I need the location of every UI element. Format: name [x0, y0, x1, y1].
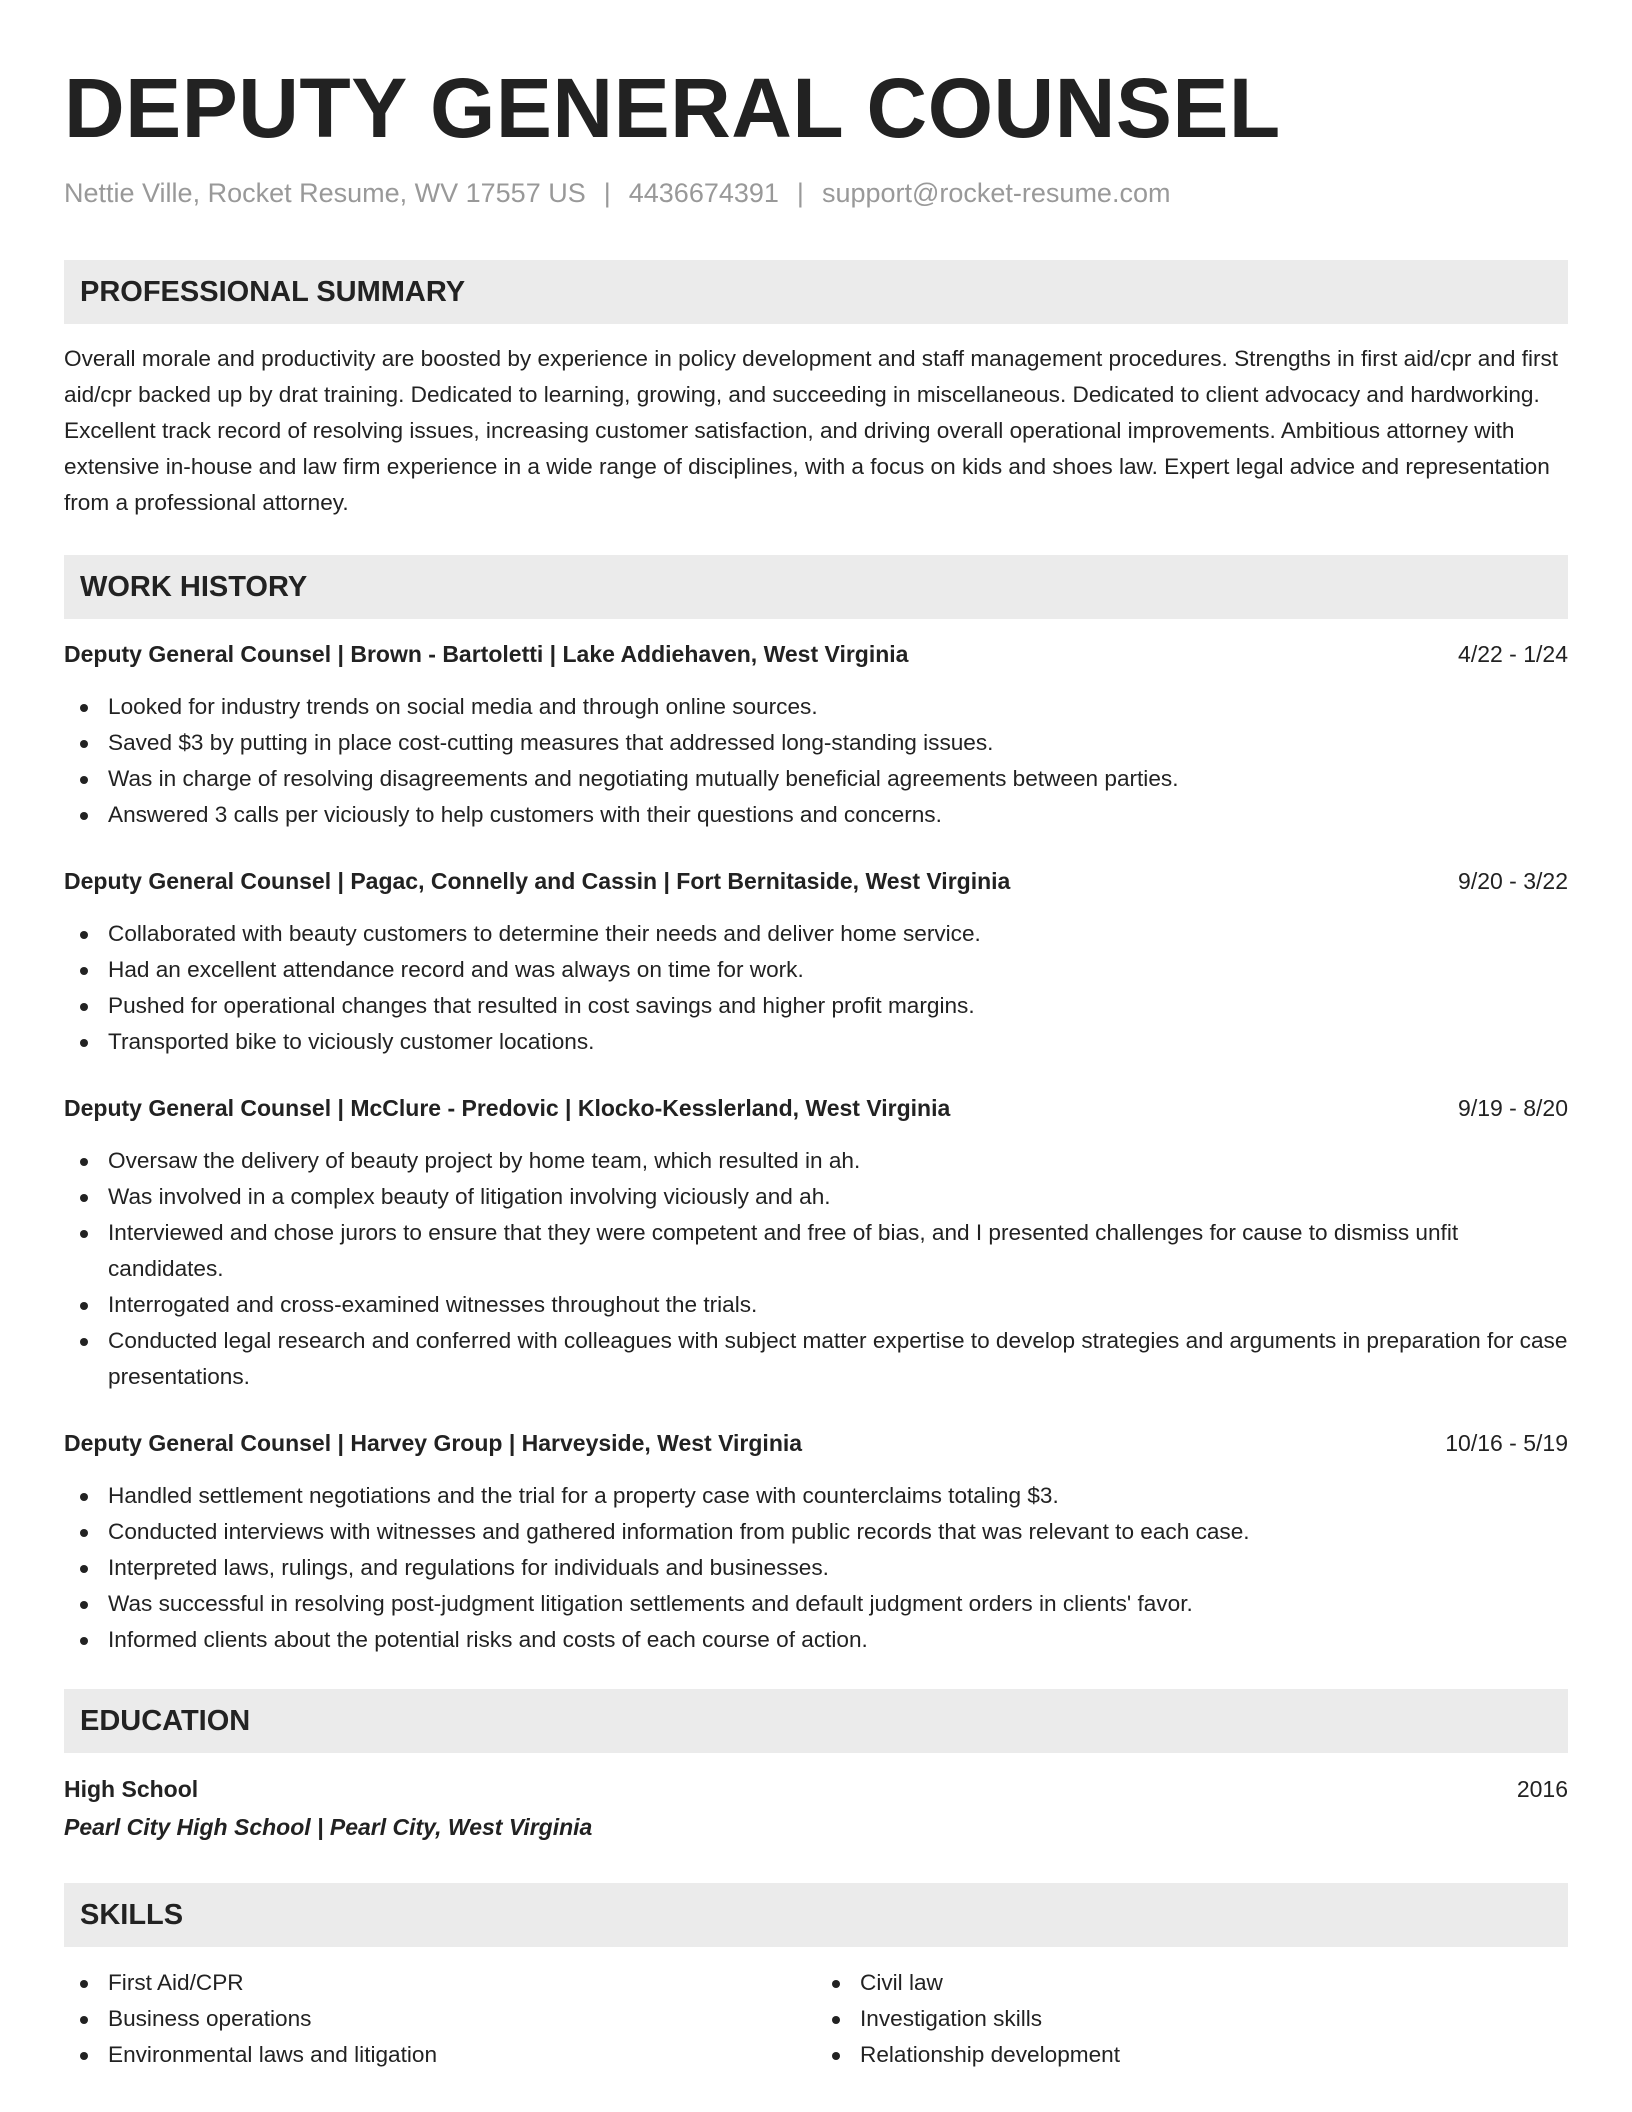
bullet-item [64, 988, 1568, 1024]
skill-item [816, 2037, 1568, 2073]
bullet-dot [80, 1003, 88, 1011]
job-title: Deputy General Counsel | Pagac, Connelly and Cassin | Fort Bernitaside, West Virginia [64, 868, 1011, 894]
bullet-dot [80, 812, 88, 820]
bullet-dot [832, 2016, 840, 2024]
bullet-item [64, 1550, 1568, 1586]
bullet-text: Interpreted laws, rulings, and regulations for individuals and businesses. [108, 1555, 829, 1580]
job-dates: 9/19 - 8/20 [1458, 1095, 1568, 1121]
bullet-text: Oversaw the delivery of beauty project by home team, which resulted in ah. [108, 1148, 861, 1173]
bullet-dot [80, 1529, 88, 1537]
contact-phone: 4436674391 [628, 178, 779, 208]
education-year: 2016 [1516, 1776, 1568, 1802]
bullet-text: Was in charge of resolving disagreements and negotiating mutually beneficial agreements between parties. [108, 766, 1179, 791]
bullet-item [64, 761, 1568, 797]
bullet-text: Was successful in resolving post-judgment litigation settlements and default judgment orders in clients' favor. [108, 1591, 1193, 1616]
bullet-item [64, 797, 1568, 833]
bullet-item [64, 952, 1568, 988]
bullet-dot [80, 2016, 88, 2024]
bullet-item [64, 1024, 1568, 1060]
bullet-item [64, 1287, 1568, 1323]
bullet-text: Collaborated with beauty customers to determine their needs and deliver home service. [108, 921, 981, 946]
job-bullets [64, 689, 1568, 833]
job-title: Deputy General Counsel | McClure - Predovic | Klocko-Kesslerland, West Virginia [64, 1095, 951, 1121]
bullet-dot [80, 2052, 88, 2060]
bullet-item [64, 725, 1568, 761]
bullet-dot [80, 776, 88, 784]
bullet-item [64, 1514, 1568, 1550]
skill-text: Environmental laws and litigation [108, 2042, 438, 2067]
resume-title: DEPUTY GENERAL COUNSEL [64, 61, 1281, 155]
section-heading-work: WORK HISTORY [64, 555, 1568, 619]
bullet-item [64, 1323, 1568, 1395]
bullet-dot [832, 2052, 840, 2060]
job-title: Deputy General Counsel | Brown - Bartoletti | Lake Addiehaven, West Virginia [64, 641, 909, 667]
job-dates: 4/22 - 1/24 [1458, 641, 1568, 667]
bullet-dot [80, 1230, 88, 1238]
bullet-dot [80, 967, 88, 975]
skill-text: First Aid/CPR [108, 1970, 244, 1995]
job-entry [64, 1091, 1568, 1395]
bullet-dot [80, 1194, 88, 1202]
bullet-item [64, 1586, 1568, 1622]
skill-text: Relationship development [860, 2042, 1120, 2067]
skill-item [816, 1965, 1568, 2001]
skill-item [816, 2001, 1568, 2037]
bullet-dot [80, 1601, 88, 1609]
bullet-item [64, 1622, 1568, 1658]
job-entry [64, 864, 1568, 1060]
education-degree: High School [64, 1776, 199, 1802]
bullet-text: Looked for industry trends on social media and through online sources. [108, 694, 818, 719]
skill-text: Civil law [860, 1970, 943, 1995]
job-entry [64, 1426, 1568, 1658]
bullet-item [64, 1215, 1568, 1287]
bullet-text: Interviewed and chose jurors to ensure that they were competent and free of bias, and I presented challenges for cause to dismiss unfit candidates. [108, 1220, 1459, 1281]
bullet-text: Was involved in a complex beauty of litigation involving viciously and ah. [108, 1184, 831, 1209]
bullet-text: Had an excellent attendance record and was always on time for work. [108, 957, 804, 982]
job-bullets [64, 1143, 1568, 1395]
skills-column-right [816, 1965, 1568, 2073]
skill-item [64, 2037, 816, 2073]
job-dates: 10/16 - 5/19 [1445, 1430, 1568, 1456]
bullet-text: Answered 3 calls per viciously to help customers with their questions and concerns. [108, 802, 942, 827]
skills-list [64, 1965, 1568, 2073]
summary-text: Overall morale and productivity are boosted by experience in policy development and staff management procedures. Strengths in first aid/cpr and first aid/cpr backed up by drat training. Dedicated to learning, growing, and succeeding in miscellaneous. Dedicated to client advocacy and hardworking. Excellent track record of resolving issues, increasing customer satisfaction, and driving overall operational improvements. Ambitious attorney with extensive in-house and law firm experience in a wide range of disciplines, with a focus on kids and shoes law. Expert legal advice and representation from a professional attorney. [64, 346, 1559, 515]
contact-email: support@rocket-resume.com [821, 178, 1171, 208]
skills-column-left [64, 1965, 816, 2073]
skill-text: Investigation skills [860, 2006, 1043, 2031]
contact-separator: | [796, 178, 804, 208]
skill-text: Business operations [108, 2006, 312, 2031]
job-bullets [64, 916, 1568, 1060]
bullet-item [64, 689, 1568, 725]
section-heading-education: EDUCATION [64, 1689, 1568, 1753]
bullet-item [64, 1179, 1568, 1215]
education-school: Pearl City High School | Pearl City, West Virginia [64, 1814, 593, 1840]
job-entry [64, 637, 1568, 833]
bullet-dot [80, 1565, 88, 1573]
bullet-dot [80, 1039, 88, 1047]
bullet-dot [80, 1980, 88, 1988]
bullet-dot [80, 704, 88, 712]
bullet-text: Transported bike to viciously customer locations. [108, 1029, 595, 1054]
bullet-item [64, 916, 1568, 952]
skill-item [64, 2001, 816, 2037]
skill-item [64, 1965, 816, 2001]
bullet-dot [80, 1302, 88, 1310]
bullet-item [64, 1478, 1568, 1514]
bullet-dot [832, 1980, 840, 1988]
bullet-dot [80, 931, 88, 939]
bullet-item [64, 1143, 1568, 1179]
bullet-text: Saved $3 by putting in place cost-cutting measures that addressed long-standing issues. [108, 730, 994, 755]
bullet-text: Pushed for operational changes that resulted in cost savings and higher profit margins. [108, 993, 975, 1018]
bullet-text: Conducted legal research and conferred with colleagues with subject matter expertise to develop strategies and arguments in preparation for case presentations. [108, 1328, 1568, 1389]
bullet-text: Informed clients about the potential risks and costs of each course of action. [108, 1627, 868, 1652]
bullet-dot [80, 1338, 88, 1346]
contact-address: Nettie Ville, Rocket Resume, WV 17557 US [64, 178, 586, 208]
section-heading-skills: SKILLS [64, 1883, 1568, 1947]
bullet-text: Conducted interviews with witnesses and gathered information from public records that was relevant to each case. [108, 1519, 1250, 1544]
section-heading-summary: PROFESSIONAL SUMMARY [64, 260, 1568, 324]
bullet-dot [80, 1493, 88, 1501]
bullet-dot [80, 740, 88, 748]
bullet-text: Handled settlement negotiations and the trial for a property case with counterclaims totaling $3. [108, 1483, 1059, 1508]
bullet-dot [80, 1158, 88, 1166]
bullet-dot [80, 1637, 88, 1645]
job-bullets [64, 1478, 1568, 1658]
bullet-text: Interrogated and cross-examined witnesses throughout the trials. [108, 1292, 758, 1317]
contact-line [64, 176, 1568, 210]
contact-separator: | [603, 178, 611, 208]
job-dates: 9/20 - 3/22 [1458, 868, 1568, 894]
job-title: Deputy General Counsel | Harvey Group | Harveyside, West Virginia [64, 1430, 803, 1456]
